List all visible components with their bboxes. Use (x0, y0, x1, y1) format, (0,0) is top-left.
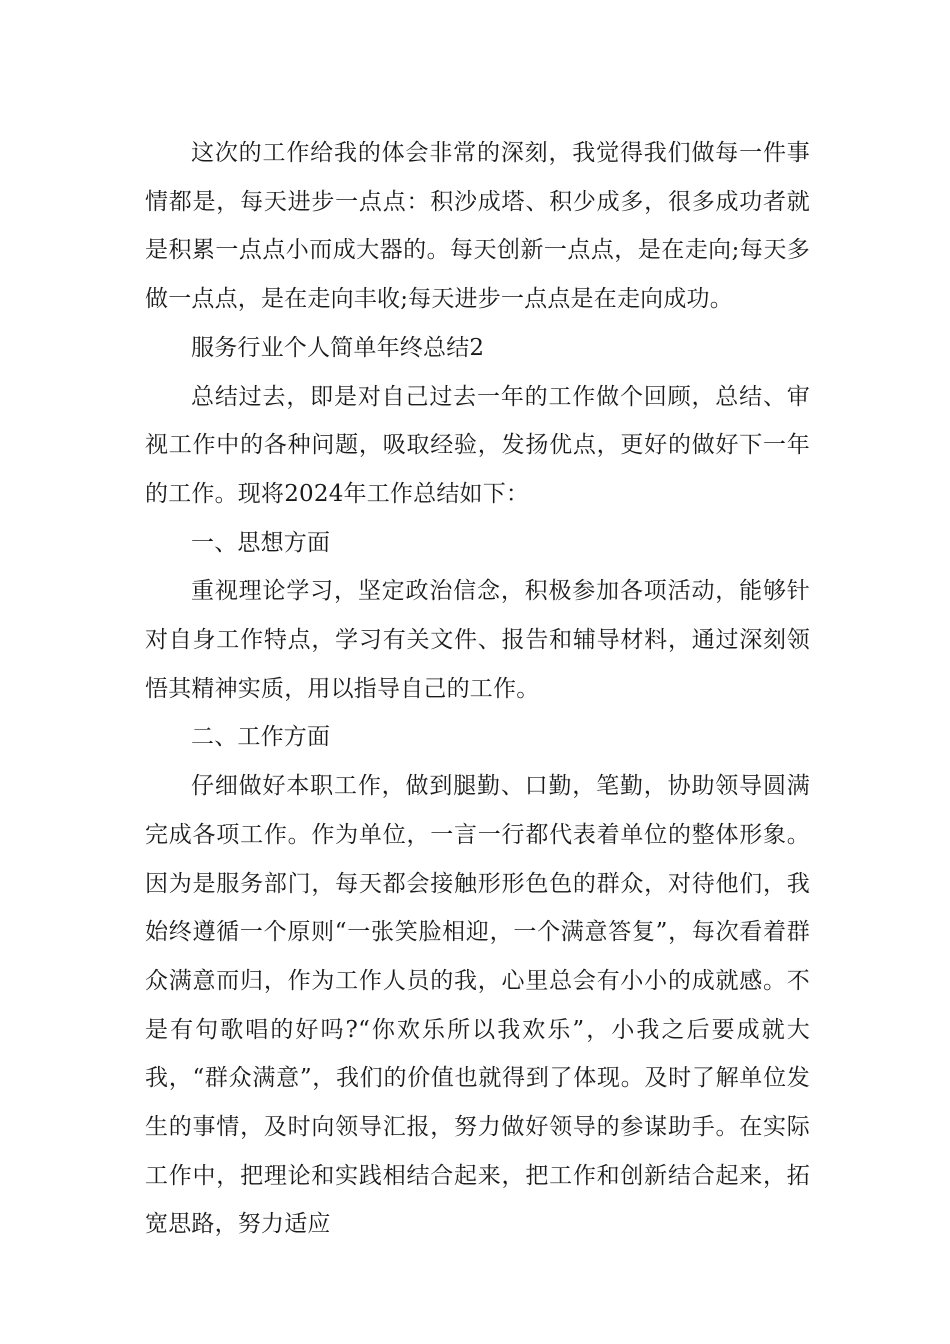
section-title: 服务行业个人简单年终总结2 (191, 334, 485, 361)
paragraph-work: 仔细做好本职工作，做到腿勤、口勤，笔勤，协助领导圆满完成各项工作。作为单位，一言一行都代表着单位的整体形象。因为是服务部门，每天都会接触形形色色的群众，对待他们，我始终遵循一个原则“一张笑脸相迎，一个满意答复”，每次看着群众满意而归，作为工作人员的我，心里总会有小小的成就感。不是有句歌唱的好吗?“你欢乐所以我欢乐”，小我之后要成就大我，“群众满意”，我们的价值也就得到了体现。及时了解单位发生的事情，及时向领导汇报，努力做好领导的参谋助手。在实际工作中，把理论和实践相结合起来，把工作和创新结合起来，拓宽思路，努力适应 (145, 773, 810, 1238)
heading-work: 二、工作方面 (191, 724, 331, 751)
heading-thought: 一、思想方面 (191, 529, 331, 556)
paragraph-intro: 总结过去，即是对自己过去一年的工作做个回顾，总结、审视工作中的各种问题，吸取经验，发扬优点，更好的做好下一年的工作。现将2024年工作总结如下： (145, 383, 810, 507)
document-body (145, 129, 810, 1249)
paragraph-thought: 重视理论学习，坚定政治信念，积极参加各项活动，能够针对自身工作特点，学习有关文件、报告和辅导材料，通过深刻领悟其精神实质，用以指导自己的工作。 (145, 578, 810, 702)
paragraph-reflection: 这次的工作给我的体会非常的深刻，我觉得我们做每一件事情都是，每天进步一点点：积沙成塔、积少成多，很多成功者就是积累一点点小而成大器的。每天创新一点点，是在走向;每天多做一点点，是在走向丰收;每天进步一点点是在走向成功。 (145, 140, 810, 313)
